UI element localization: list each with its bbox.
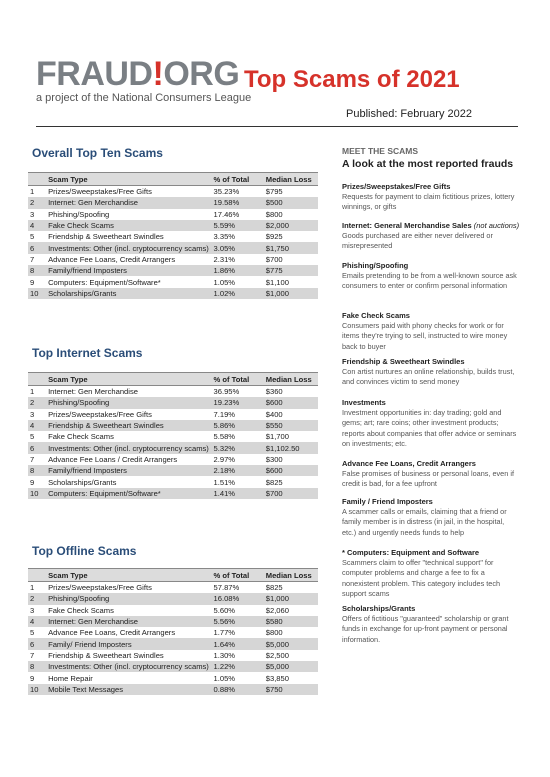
rank-cell: 2: [28, 593, 46, 604]
table-row: [28, 488, 318, 499]
scam-description-heading: Family / Friend Imposters: [342, 497, 433, 506]
rank-cell: 10: [28, 488, 46, 499]
table-row: [28, 409, 318, 420]
scam-type-header: Scam Type: [46, 173, 211, 186]
scam-description-heading: * Computers: Equipment and Software: [342, 548, 480, 557]
percent-cell: 16.08%: [212, 593, 264, 604]
percent-cell: 0.88%: [212, 684, 264, 695]
table-row: [28, 638, 318, 649]
table-row: [28, 650, 318, 661]
table-row: [28, 276, 318, 287]
median-loss-cell: $825: [265, 477, 283, 487]
rank-cell: 4: [28, 616, 46, 627]
scam-description-text: Offers of fictitious "guaranteed" scholarship or grant funds in exchange for up-front payment or personal information.: [342, 614, 509, 644]
percent-cell: 19.23%: [212, 397, 264, 408]
rank-cell: 2: [28, 397, 46, 408]
scam-type-cell: Friendship & Sweetheart Swindles: [48, 232, 164, 242]
rank-cell: 3: [30, 209, 35, 219]
logo-wordmark: FRAUD!ORG: [36, 55, 240, 93]
table-row: [28, 465, 318, 476]
table-header-row: [28, 173, 318, 186]
rank-cell: 8: [28, 465, 46, 476]
scam-type-cell: Scholarships/Grants: [46, 288, 211, 299]
scam-type-cell: Family/ Friend Imposters: [46, 638, 211, 649]
median-loss-cell: $800: [265, 628, 283, 638]
rank-cell: 4: [28, 420, 46, 431]
percent-cell: 5.32%: [212, 442, 264, 453]
scam-description-heading: Advance Fee Loans, Credit Arrangers: [342, 459, 476, 468]
rank-cell: 8: [28, 661, 46, 672]
rank-cell: 3: [30, 605, 35, 615]
scam-type-cell: Computers: Equipment/Software*: [48, 277, 161, 287]
scam-type-cell: Friendship & Sweetheart Swindles: [46, 420, 211, 431]
median-loss-cell: $700: [264, 488, 318, 499]
rank-cell: 1: [30, 583, 35, 593]
table-row: [28, 431, 318, 442]
table-row: [28, 209, 318, 220]
table-row: [28, 454, 318, 465]
rank-cell: 1: [30, 187, 35, 197]
median-loss-cell: $2,000: [264, 220, 318, 231]
scam-type-header: Scam Type: [46, 373, 211, 386]
median-loss-cell: $600: [264, 465, 318, 476]
meet-the-scams-header: [342, 146, 522, 170]
median-loss-cell: $2,500: [265, 650, 289, 660]
table-row: [28, 220, 318, 231]
median-loss-cell: $1,102.50: [264, 442, 318, 453]
percent-cell: 7.19%: [213, 409, 236, 419]
median-loss-cell: $400: [265, 409, 283, 419]
percent-cell: 1.64%: [212, 638, 264, 649]
scam-type-cell: Prizes/Sweepstakes/Free Gifts: [48, 583, 152, 593]
meet-subtitle: A look at the most reported frauds: [342, 158, 514, 170]
table-header-row: [28, 569, 318, 582]
percent-cell: 1.02%: [212, 288, 264, 299]
rank-cell: 8: [28, 265, 46, 276]
scam-description-heading: Fake Check Scams: [342, 311, 410, 320]
median-loss-cell: $775: [264, 265, 318, 276]
table-row: [28, 265, 318, 276]
percent-cell: 1.41%: [212, 488, 264, 499]
scam-type-cell: Internet: Gen Merchandise: [46, 197, 211, 208]
percent-cell: 5.60%: [213, 605, 236, 615]
scam-type-cell: Advance Fee Loans / Credit Arrangers: [48, 454, 178, 464]
median-loss-header: Median Loss: [264, 569, 318, 582]
percent-cell: 5.59%: [212, 220, 264, 231]
scam-type-cell: Home Repair: [48, 673, 93, 683]
median-loss-cell: $925: [265, 232, 283, 242]
rank-cell: 7: [30, 650, 35, 660]
percent-cell: 35.23%: [213, 187, 240, 197]
table-row: [28, 605, 318, 616]
rank-cell: 4: [28, 220, 46, 231]
scam-type-cell: Family/friend Imposters: [46, 465, 211, 476]
percent-cell: 1.77%: [213, 628, 236, 638]
scam-description-item: [342, 548, 520, 599]
header-divider: [36, 126, 518, 127]
percent-cell: 17.46%: [213, 209, 240, 219]
rank-cell: 9: [30, 673, 35, 683]
meet-label: MEET THE SCAMS: [342, 146, 419, 156]
table-row: [28, 616, 318, 627]
page-title: Top Scams of 2021: [244, 66, 460, 93]
internet-scams-table: [28, 372, 318, 499]
scam-type-cell: Internet: Gen Merchandise: [46, 616, 211, 627]
scam-type-cell: Computers: Equipment/Software*: [46, 488, 211, 499]
rank-cell: 3: [30, 409, 35, 419]
percent-cell: 5.58%: [213, 432, 236, 442]
percent-cell: 2.97%: [213, 454, 236, 464]
percent-cell: 5.56%: [212, 616, 264, 627]
rank-header: [28, 569, 46, 582]
rank-cell: 9: [30, 477, 35, 487]
percent-cell: 3.35%: [213, 232, 236, 242]
table-row: [28, 254, 318, 265]
scam-type-cell: Fake Check Scams: [48, 432, 114, 442]
scam-description-text: Con artist nurtures an online relationship, builds trust, and convinces victim to send money: [342, 367, 515, 387]
table-row: [28, 288, 318, 299]
table-row: [28, 672, 318, 683]
scam-description-item: [342, 497, 520, 538]
table-row: [28, 397, 318, 408]
median-loss-cell: $550: [264, 420, 318, 431]
scam-description-heading: Prizes/Sweepstakes/Free Gifts: [342, 182, 451, 191]
scam-type-cell: Mobile Text Messages: [46, 684, 211, 695]
scam-type-cell: Investments: Other (incl. cryptocurrency scams): [46, 661, 211, 672]
percent-header: % of Total: [212, 173, 264, 186]
table-row: [28, 593, 318, 604]
rank-cell: 6: [28, 242, 46, 253]
rank-cell: 7: [30, 254, 35, 264]
rank-header: [28, 173, 46, 186]
scam-description-text: Goods purchased are either never delivered or misrepresented: [342, 231, 493, 251]
scam-type-cell: Investments: Other (incl. cryptocurrency scams): [46, 242, 211, 253]
scam-type-cell: Advance Fee Loans, Credit Arrangers: [48, 254, 176, 264]
rank-header: [28, 373, 46, 386]
scam-type-cell: Investments: Other (incl. cryptocurrency scams): [46, 442, 211, 453]
table-row: [28, 197, 318, 208]
scam-type-cell: Advance Fee Loans, Credit Arrangers: [48, 628, 176, 638]
scam-description-item: [342, 221, 520, 252]
rank-cell: 1: [30, 387, 35, 397]
percent-cell: 1.05%: [213, 277, 236, 287]
percent-cell: 57.87%: [213, 583, 240, 593]
scam-description-heading: Friendship & Sweetheart Swindles: [342, 357, 465, 366]
offline-section-title: Top Offline Scams: [32, 544, 137, 558]
scam-type-cell: Phishing/Spoofing: [46, 593, 211, 604]
median-loss-cell: $795: [265, 187, 283, 197]
percent-cell: 1.05%: [213, 673, 236, 683]
scam-description-text: Emails pretending to be from a well-known source ask consumers to enter or confirm personal information: [342, 271, 517, 291]
logo-tagline: a project of the National Consumers League: [36, 92, 252, 104]
scam-type-cell: Prizes/Sweepstakes/Free Gifts: [48, 409, 152, 419]
scam-description-text: Scammers claim to offer "technical support" for computer problems and charge a fee to fix a nonexistent problem. This category includes tech support scams: [342, 558, 501, 598]
rank-cell: 6: [28, 638, 46, 649]
rank-cell: 5: [30, 628, 35, 638]
table-row: [28, 442, 318, 453]
scam-type-cell: Scholarships/Grants: [48, 477, 117, 487]
table-row: [28, 661, 318, 672]
median-loss-cell: $360: [265, 387, 283, 397]
table-row: [28, 242, 318, 253]
percent-cell: 3.05%: [212, 242, 264, 253]
table-row: [28, 186, 318, 198]
median-loss-cell: $500: [264, 197, 318, 208]
rank-cell: 9: [30, 277, 35, 287]
scam-description-heading: Internet: General Merchandise Sales (not auctions): [342, 221, 520, 230]
scam-type-cell: Family/friend Imposters: [46, 265, 211, 276]
percent-cell: 1.22%: [212, 661, 264, 672]
rank-cell: 10: [28, 288, 46, 299]
scam-description-heading: Scholarships/Grants: [342, 604, 416, 613]
rank-cell: 10: [28, 684, 46, 695]
scam-type-cell: Internet: Gen Merchandise: [48, 387, 138, 397]
rank-cell: 2: [28, 197, 46, 208]
scam-description-heading: Investments: [342, 398, 386, 407]
table-header-row: [28, 373, 318, 386]
internet-section-title: Top Internet Scams: [32, 346, 143, 360]
scam-description-item: [342, 459, 520, 490]
scam-description-text: Investment opportunities in: day trading; gold and gems; art; rare coins; other investment products; reports about companies that offer advice or seminars on investments; etc.: [342, 408, 517, 448]
scam-description-item: [342, 182, 520, 213]
median-loss-header: Median Loss: [264, 173, 318, 186]
median-loss-cell: $5,000: [264, 661, 318, 672]
table-row: [28, 231, 318, 242]
median-loss-cell: $600: [264, 397, 318, 408]
median-loss-cell: $750: [264, 684, 318, 695]
scam-description-text: Consumers paid with phony checks for work or for items they're trying to sell, instructed to wire money back to buyer: [342, 321, 508, 351]
median-loss-cell: $1,100: [265, 277, 289, 287]
median-loss-cell: $1,000: [264, 288, 318, 299]
scam-description-item: [342, 604, 520, 645]
median-loss-cell: $2,060: [265, 605, 289, 615]
scam-description-text: A scammer calls or emails, claiming that a friend or family member is in distress (in jail, in the hospital, etc.) and urgently needs funds to help: [342, 507, 507, 537]
scam-description-text: Requests for payment to claim fictitious prizes, lottery winnings, or gifts: [342, 192, 515, 212]
median-loss-cell: $1,000: [264, 593, 318, 604]
overall-section-title: Overall Top Ten Scams: [32, 146, 163, 160]
table-row: [28, 684, 318, 695]
percent-header: % of Total: [212, 569, 264, 582]
table-row: [28, 582, 318, 594]
scam-type-cell: Prizes/Sweepstakes/Free Gifts: [48, 187, 152, 197]
median-loss-cell: $300: [265, 454, 283, 464]
scam-description-item: [342, 398, 520, 449]
median-loss-cell: $5,000: [264, 638, 318, 649]
table-row: [28, 476, 318, 487]
percent-cell: 1.86%: [212, 265, 264, 276]
rank-cell: 6: [28, 442, 46, 453]
scam-description-item: [342, 261, 520, 292]
scam-type-cell: Phishing/Spoofing: [46, 397, 211, 408]
scam-type-cell: Fake Check Scams: [48, 605, 114, 615]
table-row: [28, 627, 318, 638]
fraud-org-logo: [36, 55, 252, 104]
rank-cell: 5: [30, 432, 35, 442]
offline-scams-table: [28, 568, 318, 695]
percent-cell: 36.95%: [213, 387, 240, 397]
percent-cell: 19.58%: [212, 197, 264, 208]
percent-cell: 2.18%: [212, 465, 264, 476]
median-loss-cell: $800: [265, 209, 283, 219]
scam-description-heading: Phishing/Spoofing: [342, 261, 409, 270]
median-loss-cell: $1,700: [265, 432, 289, 442]
median-loss-header: Median Loss: [264, 373, 318, 386]
percent-header: % of Total: [212, 373, 264, 386]
scam-description-item: [342, 311, 520, 352]
scam-description-text: False promises of business or personal loans, even if credit is bad, for a fee upfront: [342, 469, 514, 489]
overall-scams-table: [28, 172, 318, 299]
percent-cell: 1.51%: [213, 477, 236, 487]
published-date: Published: February 2022: [346, 108, 472, 120]
median-loss-cell: $825: [265, 583, 283, 593]
scam-type-header: Scam Type: [46, 569, 211, 582]
median-loss-cell: $700: [265, 254, 283, 264]
table-row: [28, 386, 318, 398]
percent-cell: 2.31%: [213, 254, 236, 264]
scam-type-cell: Fake Check Scams: [46, 220, 211, 231]
scam-description-item: [342, 357, 520, 388]
scam-type-cell: Friendship & Sweetheart Swindles: [48, 650, 164, 660]
median-loss-cell: $1,750: [264, 242, 318, 253]
percent-cell: 1.30%: [213, 650, 236, 660]
scam-description-note: (not auctions): [471, 221, 520, 230]
median-loss-cell: $3,850: [265, 673, 289, 683]
median-loss-cell: $580: [264, 616, 318, 627]
percent-cell: 5.86%: [212, 420, 264, 431]
rank-cell: 5: [30, 232, 35, 242]
scam-type-cell: Phishing/Spoofing: [48, 209, 110, 219]
rank-cell: 7: [30, 454, 35, 464]
table-row: [28, 420, 318, 431]
